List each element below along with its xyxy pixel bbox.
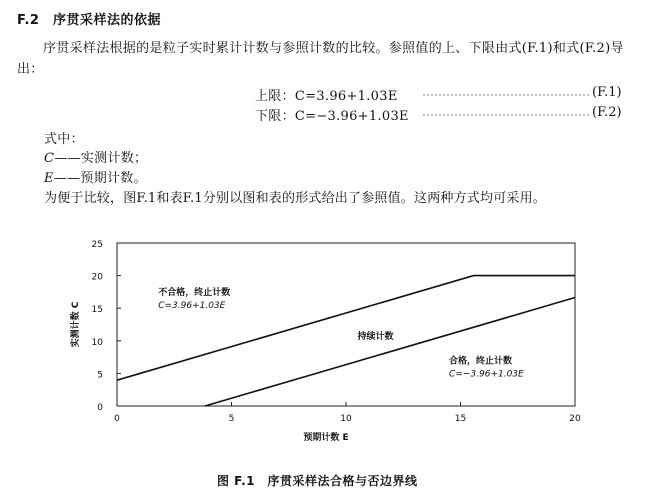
formula-upper-number: (F.1): [592, 85, 622, 100]
y-tick-label: 25: [91, 240, 103, 250]
formula-upper-label: 上限：: [255, 89, 295, 104]
formula-lower: [255, 105, 409, 124]
region-label-1: 不合格，终止计数: [158, 288, 231, 299]
region-label-2: 持续计数: [357, 331, 394, 342]
x-tick-label: 5: [228, 414, 235, 424]
y-tick-label: 15: [91, 305, 103, 316]
figure-caption: 图 F.1 序贯采样法合格与否边界线: [217, 474, 418, 488]
formula-upper-expr: C=3.96+1.03E: [294, 89, 398, 104]
variable-c-symbol: C: [44, 151, 55, 166]
lower-limit-line: [205, 298, 575, 406]
formula-lower-expr: C=−3.96+1.03E: [294, 109, 409, 124]
y-tick-label: 20: [91, 272, 103, 283]
reference-note: 为便于比较，图F.1和表F.1分别以图和表的形式给出了参照值。这两种方式均可采用。: [44, 191, 546, 206]
variable-e-symbol: E: [44, 171, 54, 186]
formula-lower-number: (F.2): [592, 105, 622, 120]
boundary-chart: [0, 228, 660, 468]
formula-upper: [255, 85, 398, 104]
x-tick-label: 10: [340, 414, 352, 424]
region-formula-1: C=3.96+1.03E: [158, 301, 226, 312]
variable-e-desc: ——预期计数。: [53, 171, 147, 186]
x-tick-label: 15: [454, 414, 467, 424]
formula-lower-leader: [422, 114, 590, 116]
x-tick-label: 20: [569, 414, 581, 424]
plot-frame: [117, 243, 575, 406]
y-tick-label: 5: [97, 370, 103, 381]
variable-e: [44, 167, 147, 186]
variable-c-desc: ——实测计数；: [54, 151, 148, 166]
intro-paragraph: 序贯采样法根据的是粒子实时累计计数与参照计数的比较。参照值的上、下限由式(F.1)和式(F.2)导出：: [17, 41, 624, 77]
region-formula-3: C=−3.96+1.03E: [449, 369, 524, 380]
section-heading: F.2 序贯采样法的依据: [17, 13, 161, 28]
x-tick-label: 0: [114, 414, 120, 424]
where-label: 式中：: [44, 132, 84, 147]
y-tick-label: 0: [97, 403, 103, 413]
formula-upper-leader: [422, 94, 590, 96]
variable-c: [44, 147, 147, 166]
y-tick-label: 10: [91, 337, 103, 348]
x-axis-label: 预期计数 E: [303, 433, 349, 443]
formula-lower-label: 下限：: [255, 109, 295, 124]
region-label-3: 合格，终止计数: [449, 356, 513, 367]
y-axis-label: 实测计数 C: [71, 301, 81, 348]
